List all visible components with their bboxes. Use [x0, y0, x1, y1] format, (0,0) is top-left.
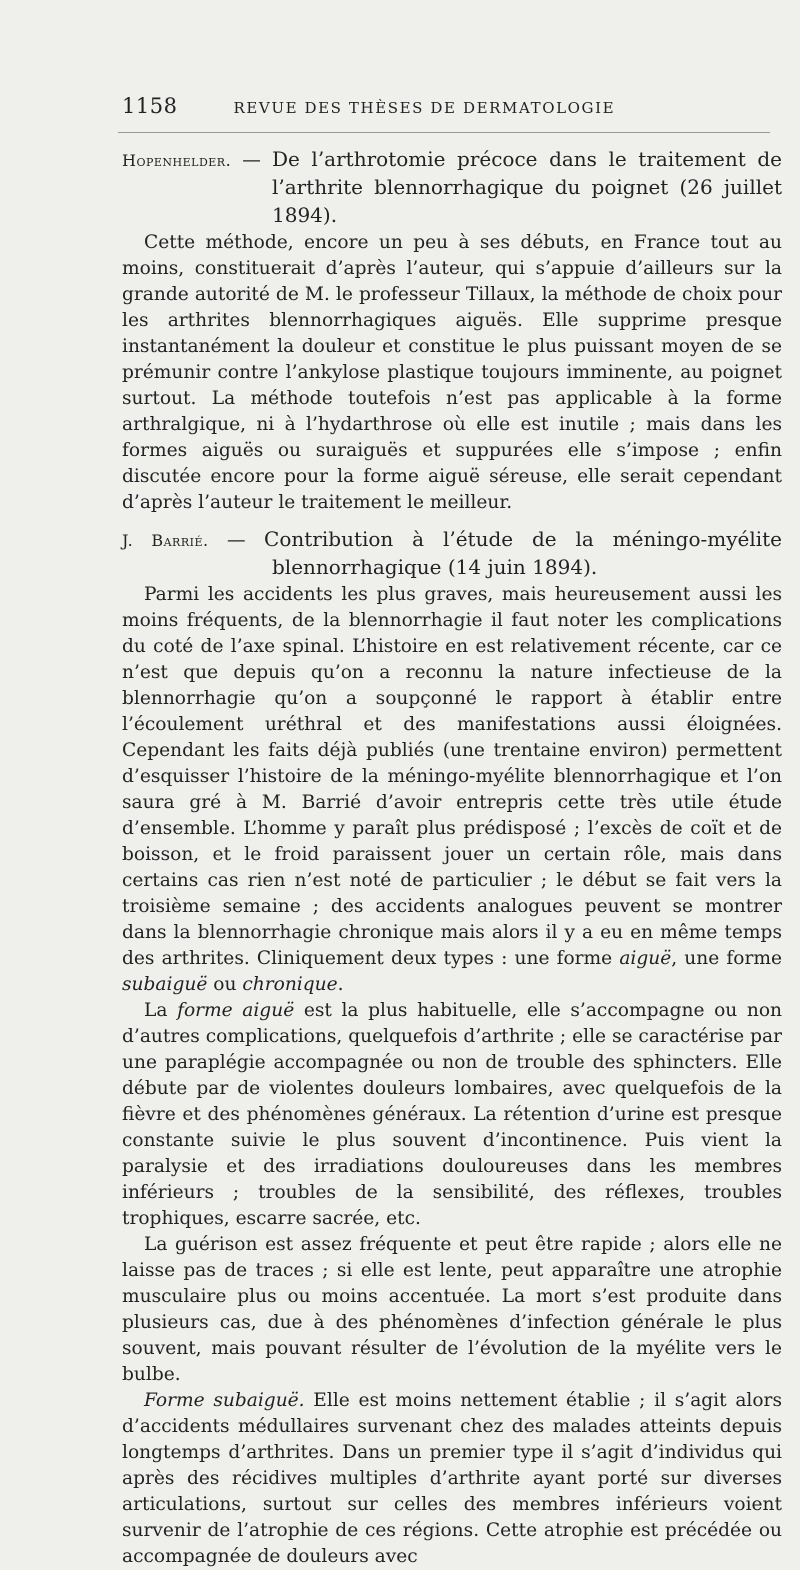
paragraph — [122, 998, 782, 1232]
paragraph: La guérison est assez fréquente et peut être rapide ; alors elle ne laisse pas de traces ; si elle est lente, peut apparaître une atrophie musculaire plus ou moins accentuée. La mort s’est produite dans plusieurs cas, due à des phénomènes d’infection générale le plus souvent, mais pouvant résulter de l’évolution de la myélite vers le bulbe. — [122, 1234, 782, 1385]
entry-author: Hopenhelder. — [122, 151, 232, 170]
paragraph: Cette méthode, encore un peu à ses débuts, en France tout au moins, constituerait d’après l’auteur, qui s’appuie d’ailleurs sur la grande autorité de M. le professeur Tillaux, la méthode de choix pour les arthrites blennorrhagiques aiguës. Elle supprime presque instantanément la douleur et constitue le plus puissant moyen de se prémunir contre l’ankylose plastique toujours imminente, au poignet surtout. La méthode toutefois n’est pas applicable à la forme arthralgique, ni à l’hydarthrose où elle est inutile ; mais dans les formes aiguës ou suraiguës et suppurées elle s’impose ; enfin discutée encore pour la forme aiguë séreuse, elle serait cependant d’après l’auteur le traitement le meilleur. — [122, 232, 782, 513]
paragraph-text: . — [337, 974, 344, 995]
paragraph-text: Parmi les accidents les plus graves, mais heureusement aussi les moins fréquents, de la blennorrhagie il faut noter les complications du coté de l’axe spinal. L’histoire en est relativement récente, car ce n’est que depuis qu’on a reconnu la nature infectieuse de la blennorrhagie qu’on a soupçonné le rapport à établir entre l’écoulement uréthral et des manifestations aussi éloignées. Cependant les faits déjà publiés (une trentaine environ) permettent d’esquisser l’histoire de la méningo-myélite blennorrhagique et l’on saura gré à M. Barrié d’avoir entrepris cette très utile étude d’ensemble. L’homme y paraît plus prédisposé ; l’excès de coït et de boisson, et le froid paraissent jouer un certain rôle, mais dans certains cas rien n’est noté de particulier ; le début se fait vers la troisième semaine ; des accidents analogues peuvent se montrer dans la blennorrhagie chronique mais alors il y a eu en même temps des arthrites. Cliniquement deux types : une forme — [122, 584, 782, 969]
entry-title-hopenhelder — [122, 146, 782, 230]
article-body — [122, 146, 782, 1570]
entry-title-text: Contribution à l’étude de la méningo-myélite blennorrhagique (14 juin 1894). — [264, 527, 783, 579]
entry-title-barrie — [122, 526, 782, 582]
italic-term: chronique — [242, 974, 338, 995]
paragraph-text: ou — [207, 974, 243, 995]
entry-title-text: De l’arthrotomie précoce dans le traitement de l’arthrite blennorrhagique du poignet (26 juillet 1894). — [272, 147, 782, 227]
italic-term: aiguë — [619, 948, 672, 969]
header-rule — [118, 132, 770, 133]
page-number: 1158 — [122, 94, 178, 118]
entry-dash: — — [208, 530, 265, 551]
italic-term: forme aiguë — [177, 1000, 295, 1021]
paragraph-text: , une forme — [671, 948, 782, 969]
entry-dash: — — [231, 150, 272, 171]
paragraph-text: Elle est moins nettement établie ; il s’agit alors d’accidents médullaires survenant chez des malades atteints depuis longtemps d’arthrites. Dans un premier type il s’agit d’individus qui après des récidives multiples d’arthrite ayant porté sur diverses articulations, surtout sur celles des membres inférieurs voient survenir de l’atrophie de ces régions. Cette atrophie est précédée ou accompagnée de douleurs avec — [122, 1390, 782, 1567]
entry-author: J. Barrié. — [122, 531, 209, 550]
paragraph — [122, 582, 782, 998]
running-title: REVUE DES THÈSES DE DERMATOLOGIE — [233, 99, 616, 117]
running-header — [122, 94, 782, 124]
paragraph-text: La — [144, 1000, 178, 1021]
italic-term: subaiguë — [122, 974, 208, 995]
italic-heading: Forme subaiguë. — [144, 1390, 305, 1411]
paragraph — [122, 1388, 782, 1570]
paragraph-text: est la plus habituelle, elle s’accompagne ou non d’autres complications, quelquefois d’arthrite ; elle se caractérise par une paraplégie accompagnée ou non de trouble des sphincters. Elle débute par de violentes douleurs lombaires, avec quelquefois de la fièvre et des phénomènes généraux. La rétention d’urine est presque constante suivie le plus souvent d’incontinence. Puis vient la paralysie et des irradiations douloureuses dans les membres inférieurs ; troubles de la sensibilité, des réflexes, troubles trophiques, escarre sacrée, etc. — [122, 1000, 782, 1229]
